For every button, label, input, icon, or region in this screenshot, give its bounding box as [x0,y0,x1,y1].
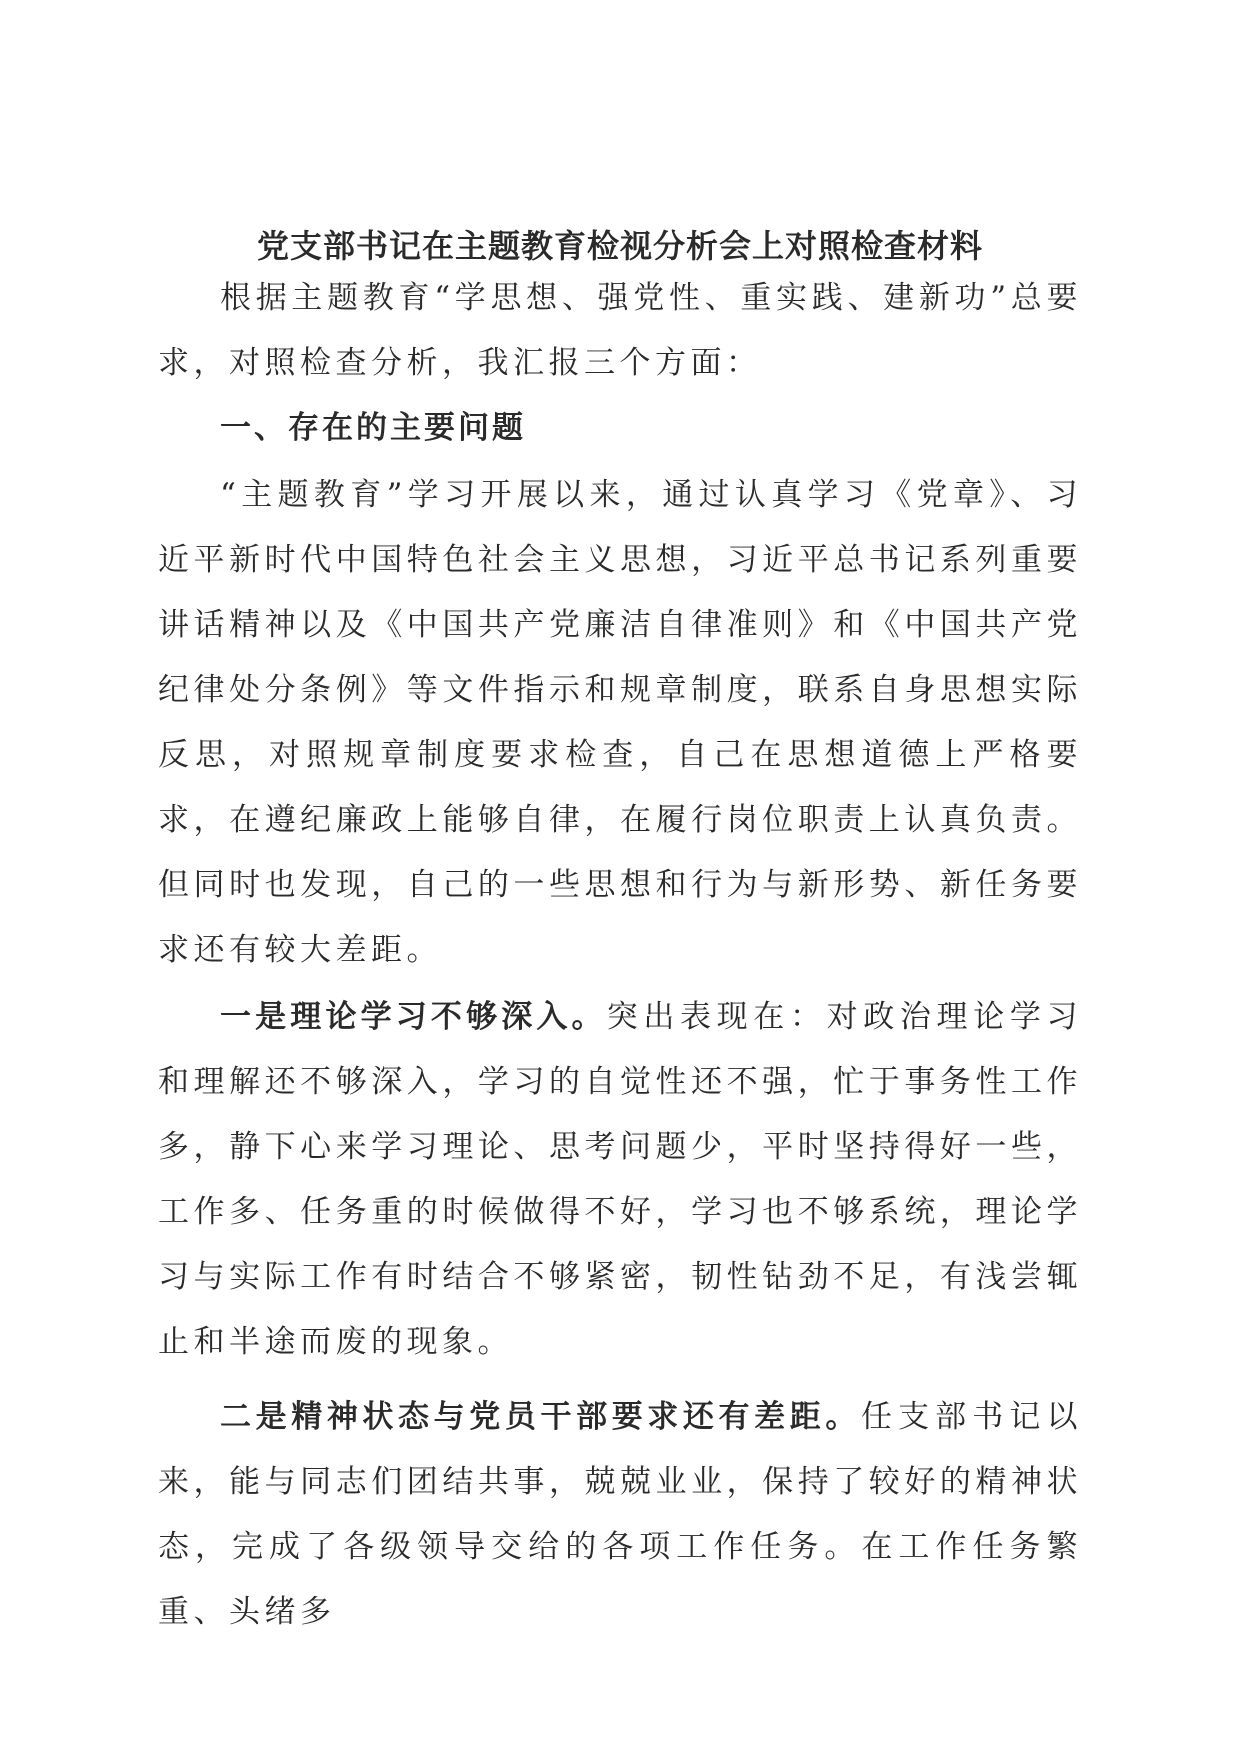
document-body [158,266,1082,1645]
point-text-spirit: 任支部书记以来，能与同志们团结共事，兢兢业业，保持了较好的精神状态，完成了各级领导交给的各项工作任务。在工作任务繁重、头绪多 [158,1399,1083,1630]
point-paragraph-theory [158,985,1082,1375]
section-paragraph-problems: “主题教育”学习开展以来，通过认真学习《党章》、习近平新时代中国特色社会主义思想，习近平总书记系列重要讲话精神以及《中国共产党廉洁自律准则》和《中国共产党纪律处分条例》等文件指示和规章制度，联系自身思想实际反思，对照规章制度要求检查，自己在思想道德上严格要求，在遵纪廉政上能够自律，在履行岗位职责上认真负责。但同时也发现，自己的一些思想和行为与新形势、新任务要求还有较大差距。 [158,477,1082,968]
point-lead-theory: 一是理论学习不够深入。 [220,999,607,1035]
intro-paragraph: 根据主题教育“学思想、强党性、重实践、建新功”总要求，对照检查分析，我汇报三个方面： [158,280,1082,381]
point-text-theory: 突出表现在：对政治理论学习和理解还不够深入，学习的自觉性还不强，忙于事务性工作多，静下心来学习理论、思考问题少，平时坚持得好一些，工作多、任务重的时候做得不好，学习也不够系统，理论学习与实际工作有时结合不够紧密，韧性钻劲不足，有浅尝辄止和半途而废的现象。 [158,999,1083,1360]
point-lead-spirit: 二是精神状态与党员干部要求还有差距。 [220,1399,861,1435]
section-heading-problems: 一、存在的主要问题 [220,410,526,446]
point-paragraph-spirit [158,1385,1082,1645]
document-title: 党支部书记在主题教育检视分析会上对照检查材料 [256,227,983,265]
